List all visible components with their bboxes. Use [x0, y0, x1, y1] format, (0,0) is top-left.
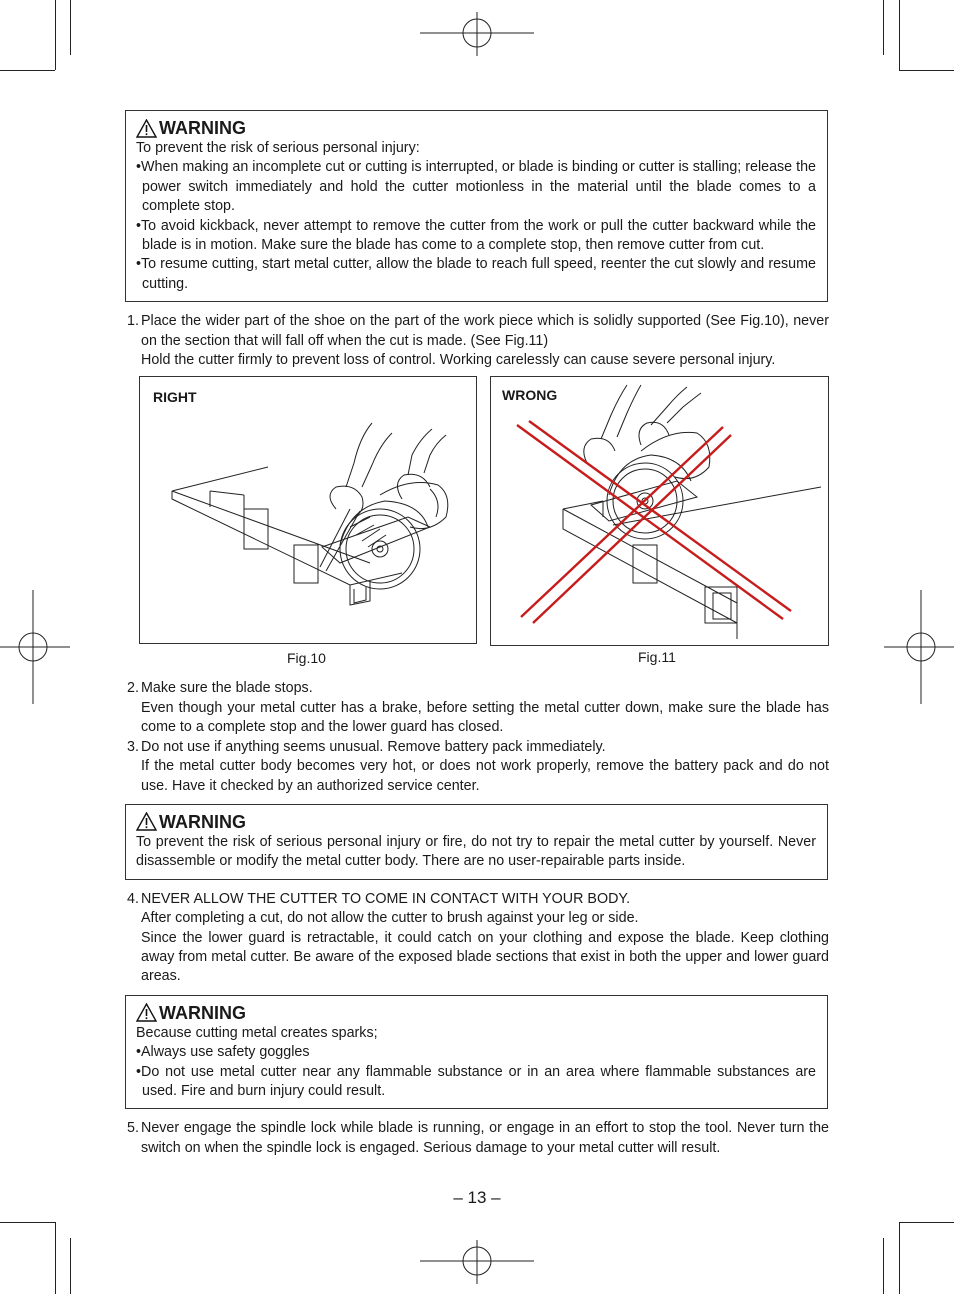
page-number: – 13 – — [453, 1188, 501, 1207]
warning-box-1 — [125, 110, 828, 302]
step-detail: Since the lower guard is retractable, it could catch on your clothing and expose the blade. Keep clothing away from metal cutter. Be aware of the exposed blade sections that exist in both the upper and lower guard areas. — [141, 929, 829, 985]
warning-triangle-icon — [136, 812, 157, 831]
step-number: 1. — [127, 313, 139, 330]
step-text: NEVER ALLOW THE CUTTER TO COME IN CONTACT WITH YOUR BODY. — [141, 890, 631, 907]
warning-heading — [136, 1002, 816, 1024]
step-text: Do not use if anything seems unusual. Remove battery pack immediately. — [141, 738, 606, 755]
warning-text: To prevent the risk of serious personal injury or fire, do not try to repair the metal cutter by yourself. Never disassemble or modify the metal cutter body. There are no user-repairable parts inside. — [136, 833, 816, 870]
warning-bullet: •When making an incomplete cut or cutting is interrupted, or blade is binding or cutter is stalling; release the power switch immediately and hold the cutter motionless in the material until the blade comes to a complete stop. — [136, 159, 816, 215]
page-content — [127, 110, 829, 1158]
step-detail: Hold the cutter firmly to prevent loss of control. Working carelessly can cause severe personal injury. — [141, 352, 776, 369]
warning-heading — [136, 811, 816, 833]
warning-triangle-icon — [136, 119, 157, 138]
warning-triangle-icon — [136, 1003, 157, 1022]
step-4 — [127, 890, 829, 987]
warning-heading-text: WARNING — [159, 118, 246, 138]
step-3 — [127, 738, 829, 796]
step-5 — [127, 1119, 829, 1158]
metal-cutter-illustration-wrong — [491, 377, 828, 645]
warning-box-3 — [125, 995, 828, 1110]
warning-bullet: •Do not use metal cutter near any flammable substance or in an area where flammable substances are used. Fire and burn injury could result. — [136, 1063, 816, 1099]
registration-mark-bottom — [420, 1240, 534, 1284]
warning-bullet: •Always use safety goggles — [136, 1044, 310, 1061]
step-text: Place the wider part of the shoe on the part of the work piece which is solidly supported (See Fig.10), never on the section that will fall off when the cut is made. (See Fig.11) — [141, 313, 829, 349]
figure-row — [127, 376, 829, 668]
step-2 — [127, 679, 829, 737]
warning-bullet: •To resume cutting, start metal cutter, allow the blade to reach full speed, reenter the cut slowly and resume cutting. — [136, 256, 816, 292]
figure-tag-right: RIGHT — [153, 389, 197, 406]
step-detail: If the metal cutter body becomes very hot, or does not work properly, remove the battery pack and do not use. Have it checked by an authorized service center. — [141, 758, 829, 794]
warning-heading-text: WARNING — [159, 1002, 246, 1023]
metal-cutter-illustration-right — [140, 377, 476, 643]
step-number: 2. — [127, 680, 139, 697]
step-number: 3. — [127, 738, 139, 755]
figure-wrong — [490, 376, 829, 646]
registration-mark-right — [884, 590, 954, 704]
registration-mark-top — [420, 12, 534, 56]
warning-intro: To prevent the risk of serious personal injury: — [136, 140, 420, 156]
step-detail: Even though your metal cutter has a brake, before setting the metal cutter down, make sure the blade has come to a complete stop and the lower guard has closed. — [141, 699, 829, 736]
warning-heading — [136, 117, 816, 139]
step-text: Never engage the spindle lock while blade is running, or engage in an effort to stop the tool. Never turn the switch on when the spindle lock is engaged. Serious damage to your metal cutter will result. — [141, 1120, 829, 1156]
step-1 — [127, 312, 829, 370]
step-detail: After completing a cut, do not allow the cutter to brush against your leg or side. — [141, 910, 639, 927]
warning-intro: Because cutting metal creates sparks; — [136, 1024, 378, 1041]
step-number: 4. — [127, 890, 139, 907]
step-text: Make sure the blade stops. — [141, 680, 313, 697]
figure-caption-10: Fig.10 — [287, 650, 326, 667]
figure-tag-wrong: WRONG — [502, 387, 558, 404]
registration-mark-left — [0, 590, 70, 704]
warning-heading-text: WARNING — [159, 811, 246, 832]
warning-bullet: •To avoid kickback, never attempt to remove the cutter from the work or pull the cutter backward while the blade is in motion. Make sure the blade has come to a complete stop, then remove cutter from cut. — [136, 217, 816, 254]
step-number: 5. — [127, 1120, 139, 1137]
wrong-x-mark — [517, 421, 791, 623]
figure-right — [139, 376, 477, 644]
figure-caption-11: Fig.11 — [638, 649, 676, 666]
warning-box-2 — [125, 804, 828, 880]
